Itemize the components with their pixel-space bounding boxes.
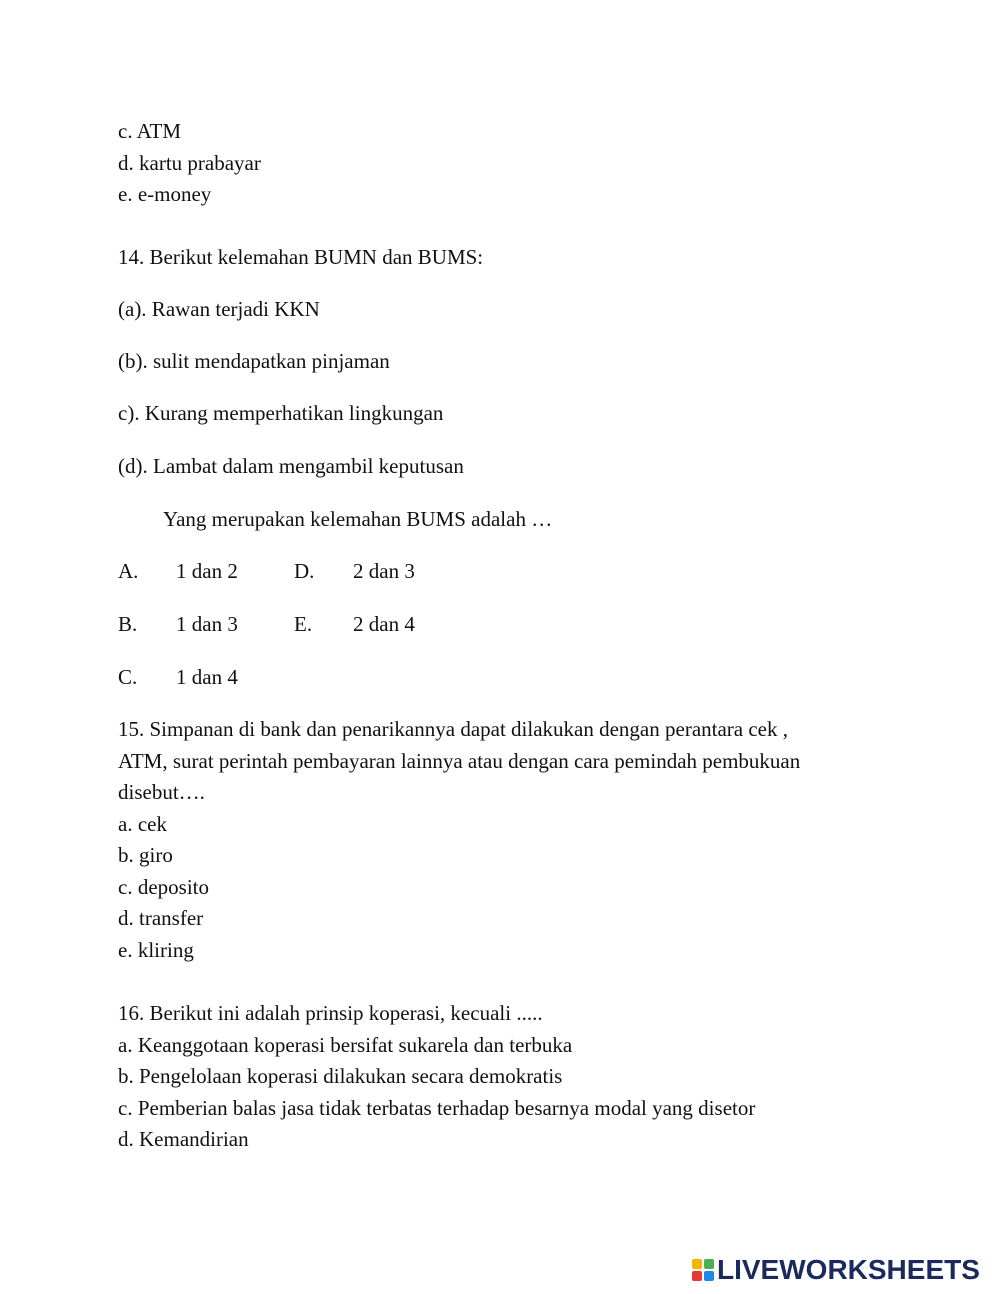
logo-mark-cell	[692, 1259, 702, 1269]
q15-option-a: a. cek	[118, 812, 167, 836]
logo-mark-icon	[692, 1259, 714, 1281]
q16-question: 16. Berikut ini adalah prinsip koperasi, kecuali .....	[118, 1001, 543, 1025]
logo-text: LIVEWORKSHEETS	[717, 1254, 980, 1285]
q14-option-d-text: 2 dan 3	[353, 559, 415, 583]
q15-question-line-1: 15. Simpanan di bank dan penarikannya dapat dilakukan dengan perantara cek ,	[118, 717, 789, 741]
logo-mark-cell	[692, 1271, 702, 1281]
q15-option-c: c. deposito	[118, 875, 209, 899]
q15-question-line-2: ATM, surat perintah pembayaran lainnya atau dengan cara pemindah pembukuan	[118, 749, 801, 773]
logo-mark-cell	[704, 1259, 714, 1269]
q16-option-b: b. Pengelolaan koperasi dilakukan secara demokratis	[118, 1064, 563, 1088]
q14-option-d-letter: D.	[294, 559, 315, 583]
q16-option-a: a. Keanggotaan koperasi bersifat sukarela dan terbuka	[118, 1033, 573, 1057]
q14-item-c: c). Kurang memperhatikan lingkungan	[118, 401, 444, 425]
q15-option-b: b. giro	[118, 843, 173, 867]
q14-option-b-text: 1 dan 3	[176, 612, 238, 636]
liveworksheets-logo	[692, 1256, 980, 1284]
q15-option-e: e. kliring	[118, 938, 194, 962]
q15-option-d: d. transfer	[118, 906, 204, 930]
q14-item-d: (d). Lambat dalam mengambil keputusan	[118, 454, 464, 478]
q14-option-b-letter: B.	[118, 612, 138, 636]
q14-item-b: (b). sulit mendapatkan pinjaman	[118, 349, 390, 373]
q13-option-c: c. ATM	[118, 119, 181, 143]
q16-option-d: d. Kemandirian	[118, 1127, 249, 1151]
q14-option-e-text: 2 dan 4	[353, 612, 415, 636]
q16-option-c: c. Pemberian balas jasa tidak terbatas terhadap besarnya modal yang disetor	[118, 1096, 756, 1120]
q14-prompt: Yang merupakan kelemahan BUMS adalah …	[163, 507, 553, 531]
q13-option-d: d. kartu prabayar	[118, 151, 261, 175]
q15-question-line-3: disebut….	[118, 780, 205, 804]
q14-option-c-text: 1 dan 4	[176, 665, 238, 689]
q14-option-c-letter: C.	[118, 665, 138, 689]
q14-question: 14. Berikut kelemahan BUMN dan BUMS:	[118, 245, 484, 269]
q14-item-a: (a). Rawan terjadi KKN	[118, 297, 320, 321]
q14-option-a-text: 1 dan 2	[176, 559, 238, 583]
q13-option-e: e. e-money	[118, 182, 212, 206]
q14-option-e-letter: E.	[294, 612, 313, 636]
logo-mark-cell	[704, 1271, 714, 1281]
q14-option-a-letter: A.	[118, 559, 139, 583]
